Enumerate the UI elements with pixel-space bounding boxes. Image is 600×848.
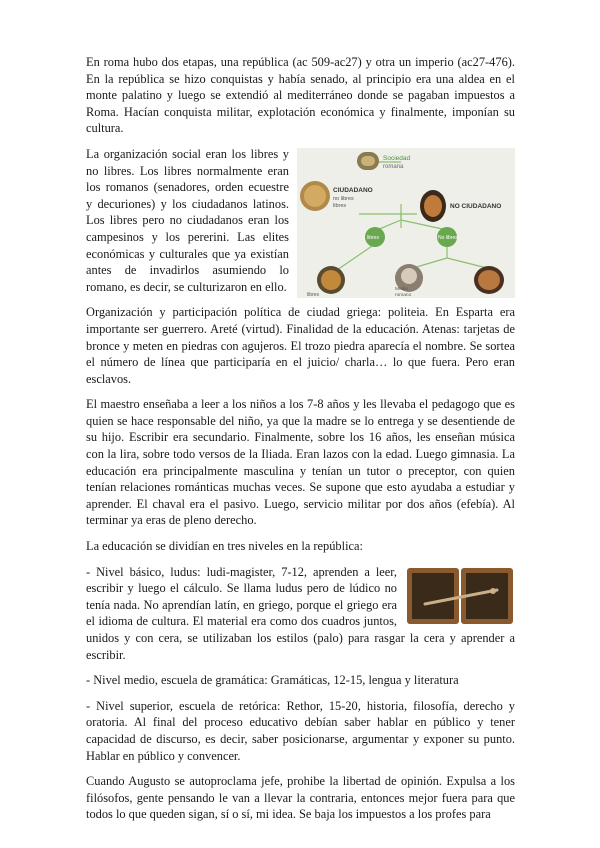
paragraph-nivel-superior: - Nivel superior, escuela de retórica: Rethor, 15-20, historia, filosofía, derecho y oratoria. Al final del proceso educativo debían saber hablar en público y tener capacidad de discurso, es decir, saber posicionarse, argumentar y exponer su punto. Hablar en público y convencer. bbox=[86, 698, 515, 763]
diagram-mid-right: No libres bbox=[438, 234, 458, 241]
diagram-right-label: NO CIUDADANO bbox=[450, 202, 502, 210]
diagram-bottom-mid2: romano bbox=[395, 292, 412, 298]
diagram-bottom-left: libres bbox=[307, 291, 319, 298]
paragraph-nivel-medio: - Nivel medio, escuela de gramática: Gramáticas, 12-15, lengua y literatura bbox=[86, 673, 459, 688]
paragraph-organizacion-social: La organización social eran los libres y no libres. Los libres normalmente eran los romanos (senadores, orden ecuestre y decuriones) y los ciudadanos latinos. Los libres pero no ciudadanos eran los campesinos y los pererini. Las elites económicas y culturales que ya existían antes de invadirlos asumiendo lo romano, es decir, se culturizaron en ello. bbox=[86, 146, 289, 294]
document-page bbox=[86, 54, 515, 832]
diagram-top-sub: romana bbox=[383, 163, 404, 170]
paragraph-augusto: Cuando Augusto se autoproclama jefe, prohibe la libertad de opinión. Expulsa a los filósofos, gente pensando le van a llevar la contraria, entonces mejor fuera para que todos lo que queden sigan, sí o sí, mi idea. Se baja los impuestos a los profes para bbox=[86, 774, 515, 822]
diagram-bottom-mid1: Medio bbox=[395, 286, 409, 292]
wax-tablet-image bbox=[405, 564, 515, 626]
diagram-left-label: CIUDADANO bbox=[333, 186, 373, 194]
diagram-top-label: Sociedad bbox=[383, 154, 411, 162]
paragraph-politeia: Organización y participación política de ciudad griega: politeia. En Esparta era importante ser guerrero. Areté (virtud). Finalidad de la educación. Atenas: tarjetas de bronce y meten en piedras con agujeros. El trozo piedra aparecía el nombre. Se sortea el número de línea que participaría en el juicio/ charla… lo que fuera. Pero eran esclavos. bbox=[86, 305, 515, 386]
diagram-left-sub2: libres bbox=[333, 202, 347, 209]
paragraph-nivel-basico: - Nivel básico, ludus: ludi-magister, 7-12, aprenden a leer, escribir y luego el cálculo. Se llama ludus pero de lúdico no tenía nada. No aprendían latín, en griego, porque el griego era el idioma de cultura. El material era como dos cuadros juntos, unidos y con cera, se utilizaban los estilos (palo) para rasgar la cera y aprender a escribir. bbox=[86, 564, 515, 662]
diagram-mid-left: libres bbox=[367, 234, 379, 241]
paragraph-niveles-intro: La educación se dividían en tres niveles en la república: bbox=[86, 539, 363, 554]
diagram-left-sub1: no libres bbox=[333, 195, 354, 202]
wax-tablet-svg bbox=[405, 564, 515, 626]
society-diagram-svg bbox=[297, 148, 515, 298]
paragraph-maestro: El maestro enseñaba a leer a los niños a los 7-8 años y les llevaba el pedagogo que es quien se hace responsable del niño, ya que la madre se lo entrega y se desentiende de su hijo. Escribir era secundario. Finalmente, sobre los 16 años, les enseñan música con la lira, sobre todo versos de la Iliada. Eran lazos con la edad. Luego gimnasia. La educación era principalmente masculina y tenían un tutor o preceptor, con quien tenían relaciones románticas muchas veces. Se supone que esto ayudaba a estudiar y aprender. El chaval era el pasivo. Luego, servicio militar por dos años (efebía). Al terminar ya eras de pleno derecho. bbox=[86, 397, 515, 528]
paragraph-roma-etapas: En roma hubo dos etapas, una república (ac 509-ac27) y otra un imperio (ac27-476). En la república se hizo conquistas y había senado, al principio era una aldea en el monte palatino y luego se extendió al mediterráneo donde se pagaban impuestos a Roma. Hacían conquista militar, explotación económica y finalmente, imponían su cultura. bbox=[86, 55, 515, 136]
roman-society-diagram bbox=[297, 148, 515, 298]
